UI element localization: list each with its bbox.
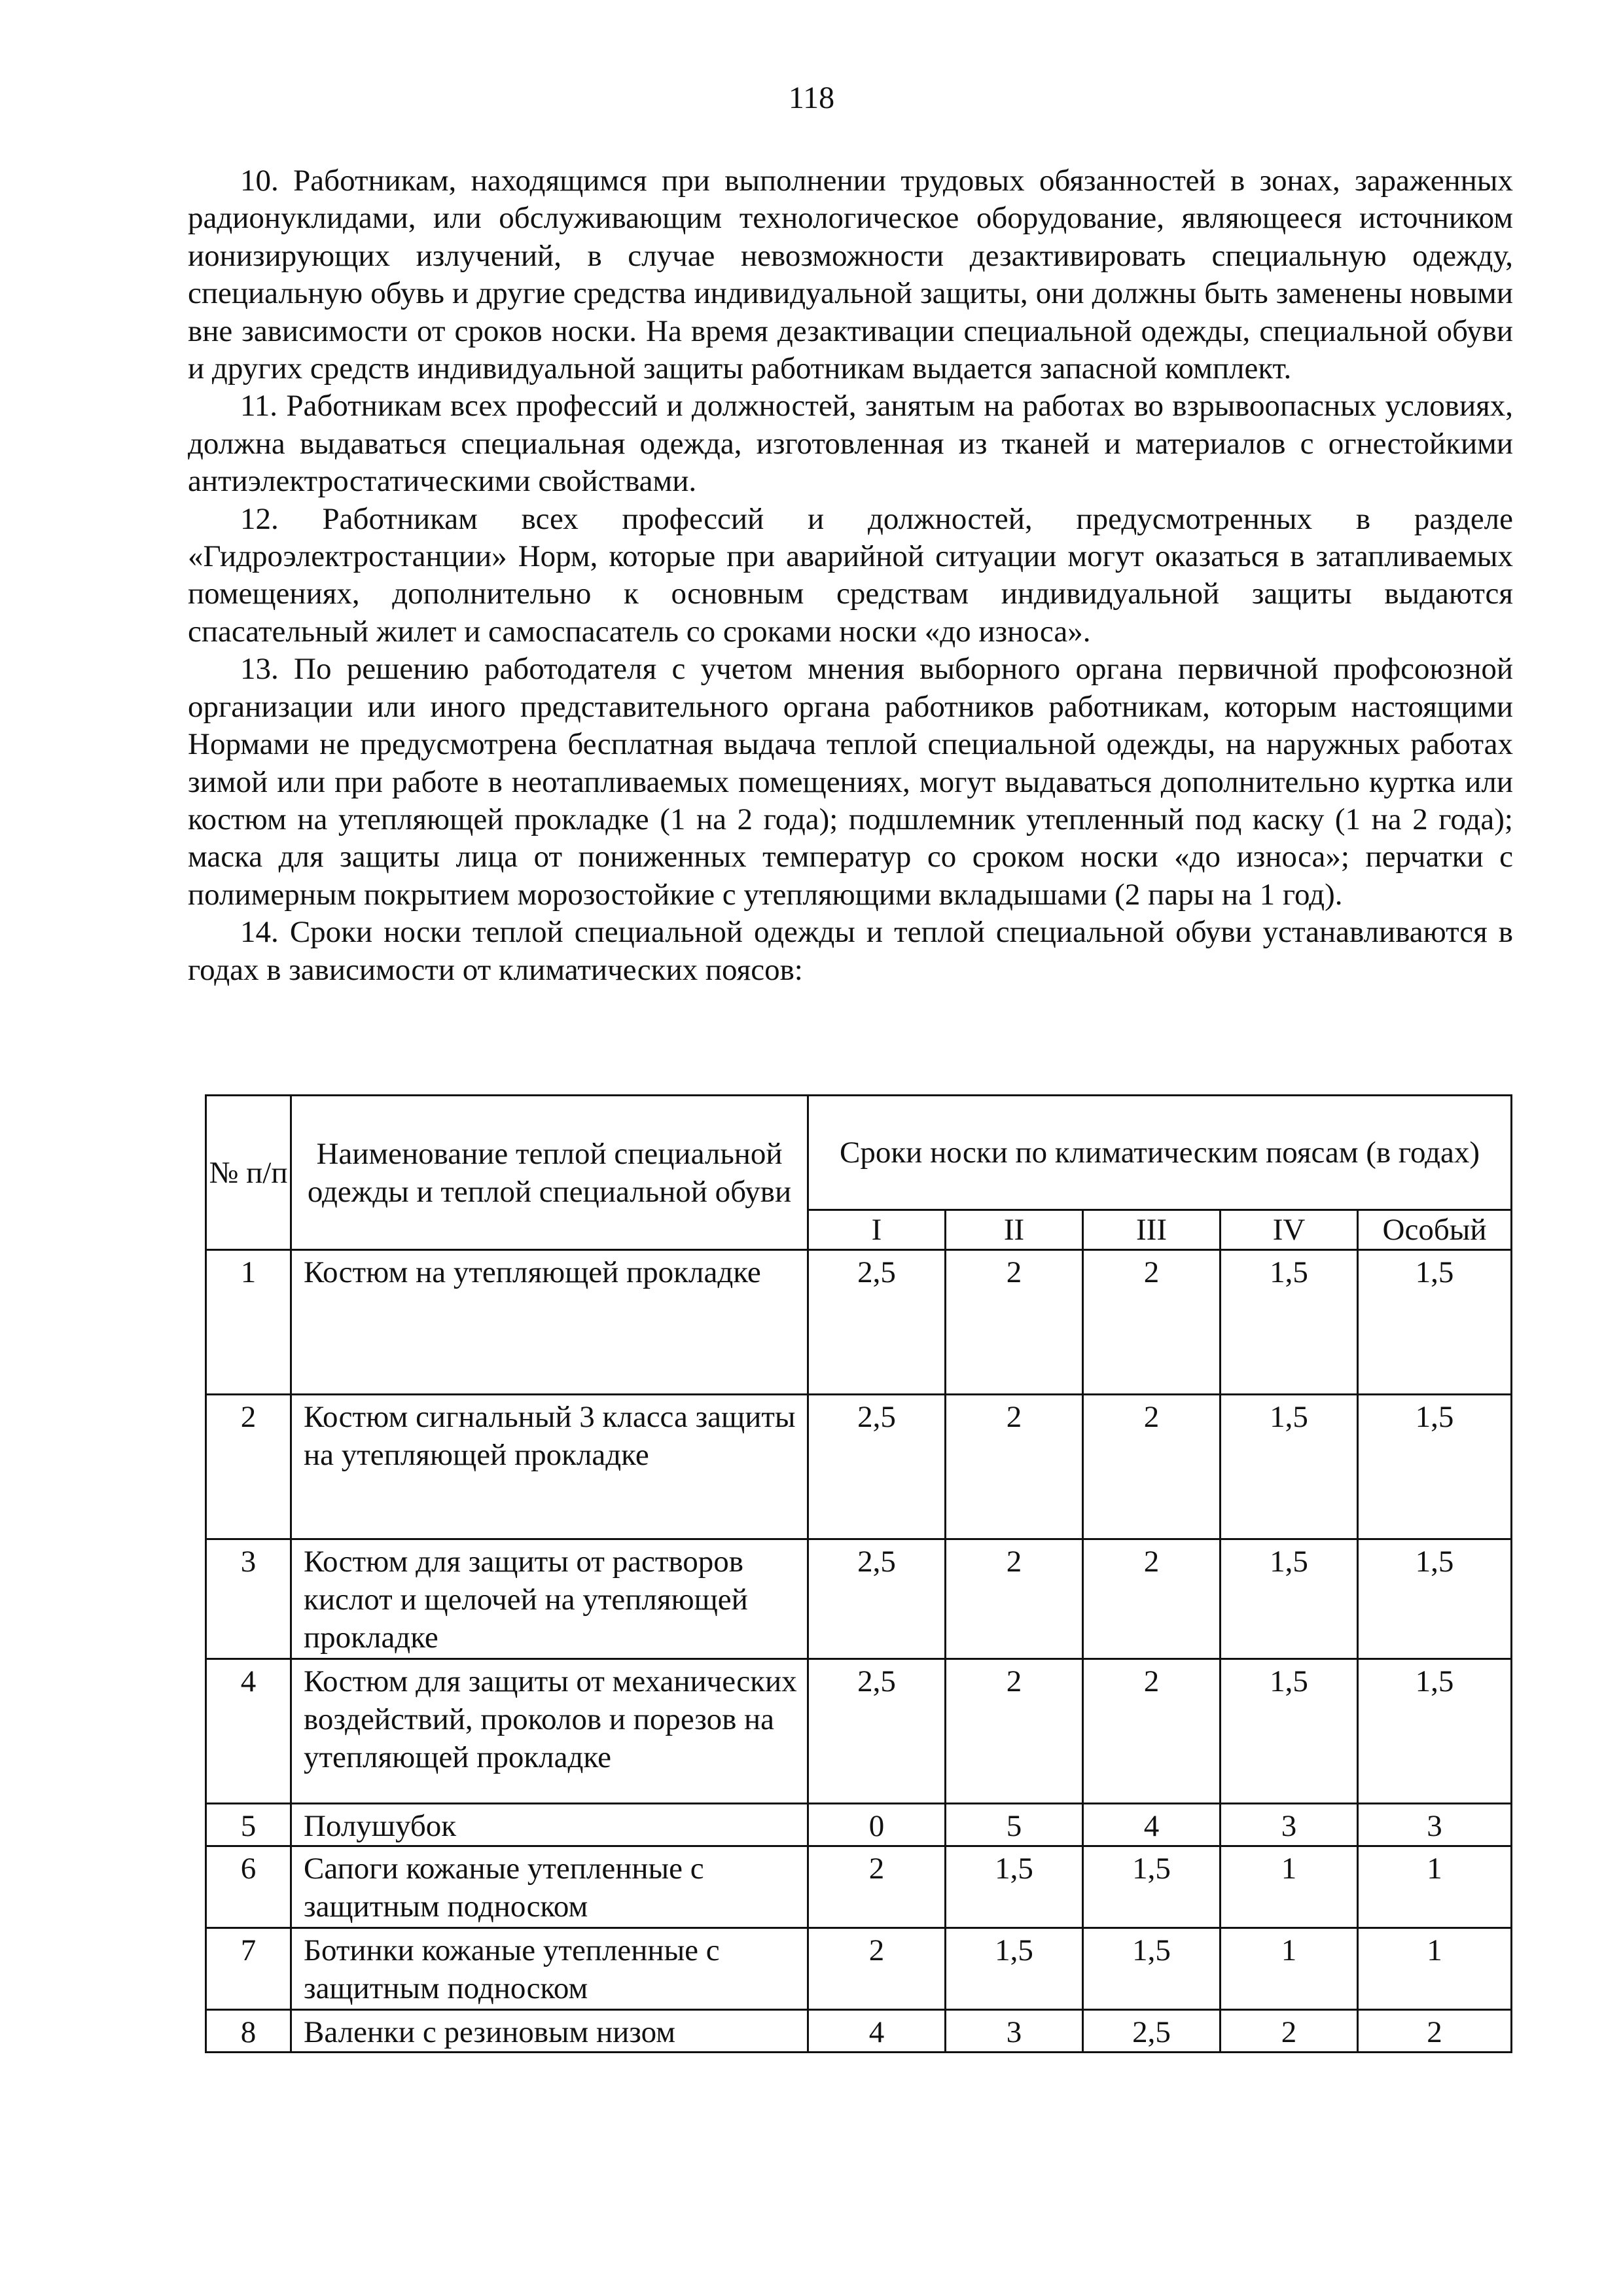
row-value-zone-1: 2: [808, 1928, 946, 2010]
table-header-row: [206, 1096, 1512, 1210]
row-num: 1: [206, 1250, 291, 1395]
header-zone-2: II: [946, 1210, 1083, 1250]
row-value-zone-special: 1: [1358, 1846, 1512, 1928]
row-value-zone-4: 1,5: [1221, 1395, 1358, 1539]
row-value-zone-special: 2: [1358, 2010, 1512, 2053]
row-value-zone-3: 2: [1083, 1659, 1221, 1804]
row-value-zone-3: 1,5: [1083, 1928, 1221, 2010]
row-value-zone-special: 1,5: [1358, 1395, 1512, 1539]
row-name: Ботинки кожаные утепленные с защитным подноском: [291, 1928, 808, 2010]
row-value-zone-2: 2: [946, 1250, 1083, 1395]
row-value-zone-1: 2: [808, 1846, 946, 1928]
row-value-zone-1: 2,5: [808, 1659, 946, 1804]
row-value-zone-3: 4: [1083, 1804, 1221, 1846]
row-name: Сапоги кожаные утепленные с защитным подноском: [291, 1846, 808, 1928]
row-value-zone-4: 1,5: [1221, 1250, 1358, 1395]
row-name: Костюм сигнальный 3 класса защиты на утепляющей прокладке: [291, 1395, 808, 1539]
paragraph-12: 12. Работникам всех профессий и должностей, предусмотренных в разделе «Гидроэлектростанции» Норм, которые при аварийной ситуации могут оказаться в затапливаемых помещениях, дополнительно к основным средствам индивидуальной защиты выдаются спасательный жилет и самоспасатель со сроками носки «до износа».: [188, 501, 1513, 649]
row-value-zone-3: 2: [1083, 1539, 1221, 1659]
row-value-zone-1: 2,5: [808, 1395, 946, 1539]
header-num: № п/п: [206, 1096, 291, 1250]
row-name: Валенки с резиновым низом: [291, 2010, 808, 2053]
row-value-zone-4: 1: [1221, 1928, 1358, 2010]
paragraph-14: 14. Сроки носки теплой специальной одежды и теплой специальной обуви устанавливаются в годах в зависимости от климатических поясов:: [188, 915, 1513, 987]
row-value-zone-2: 2: [946, 1539, 1083, 1659]
row-value-zone-4: 3: [1221, 1804, 1358, 1846]
row-num: 5: [206, 1804, 291, 1846]
row-value-zone-3: 2: [1083, 1395, 1221, 1539]
row-value-zone-1: 2,5: [808, 1250, 946, 1395]
row-value-zone-2: 1,5: [946, 1928, 1083, 2010]
table-row: [206, 1804, 1512, 1846]
row-name: Костюм на утепляющей прокладке: [291, 1250, 808, 1395]
row-value-zone-4: 2: [1221, 2010, 1358, 2053]
row-num: 8: [206, 2010, 291, 2053]
wear-periods-table: [205, 1094, 1512, 2053]
paragraph-13: 13. По решению работодателя с учетом мнения выборного органа первичной профсоюзной организации или иного представительного органа работников работникам, которым настоящими Нормами не предусмотрена бесплатная выдача теплой специальной одежды, на наружных работах зимой или при работе в неотапливаемых помещениях, могут выдаваться дополнительно куртка или костюм на утепляющей прокладке (1 на 2 года); подшлемник утепленный под каску (1 на 2 года); маска для защиты лица от пониженных температур со сроком носки «до износа»; перчатки с полимерным покрытием морозостойкие с утепляющими вкладышами (2 пары на 1 год).: [188, 652, 1513, 912]
table-row: [206, 2010, 1512, 2053]
row-num: 3: [206, 1539, 291, 1659]
table-row: [206, 1659, 1512, 1804]
header-name: Наименование теплой специальной одежды и теплой специальной обуви: [291, 1096, 808, 1250]
row-value-zone-3: 2: [1083, 1250, 1221, 1395]
row-num: 4: [206, 1659, 291, 1804]
paragraph-10: 10. Работникам, находящимся при выполнении трудовых обязанностей в зонах, зараженных радионуклидами, или обслуживающим технологическое оборудование, являющееся источником ионизирующих излучений, в случае невозможности дезактивировать специальную одежду, специальную обувь и другие средства индивидуальной защиты, они должны быть заменены новыми вне зависимости от сроков носки. На время дезактивации специальной одежды, специальной обуви и других средств индивидуальной защиты работникам выдается запасной комплект.: [188, 164, 1513, 386]
header-zone-4: IV: [1221, 1210, 1358, 1250]
row-value-zone-special: 1,5: [1358, 1250, 1512, 1395]
row-num: 6: [206, 1846, 291, 1928]
row-value-zone-special: 1: [1358, 1928, 1512, 2010]
row-value-zone-3: 1,5: [1083, 1846, 1221, 1928]
row-value-zone-1: 2,5: [808, 1539, 946, 1659]
table-row: [206, 1846, 1512, 1928]
row-value-zone-4: 1,5: [1221, 1659, 1358, 1804]
row-num: 2: [206, 1395, 291, 1539]
row-value-zone-2: 3: [946, 2010, 1083, 2053]
row-value-zone-1: 4: [808, 2010, 946, 2053]
table-row: [206, 1395, 1512, 1539]
row-value-zone-4: 1: [1221, 1846, 1358, 1928]
row-value-zone-4: 1,5: [1221, 1539, 1358, 1659]
row-name: Костюм для защиты от механических воздействий, проколов и порезов на утепляющей прокладке: [291, 1659, 808, 1804]
row-value-zone-3: 2,5: [1083, 2010, 1221, 2053]
row-value-zone-2: 2: [946, 1659, 1083, 1804]
body-text: [188, 162, 1513, 989]
table-row: [206, 1250, 1512, 1395]
wear-periods-table-container: [205, 1094, 1510, 2053]
header-zone-special: Особый: [1358, 1210, 1512, 1250]
row-value-zone-1: 0: [808, 1804, 946, 1846]
paragraph-11: 11. Работникам всех профессий и должностей, занятым на работах во взрывоопасных условиях, должна выдаваться специальная одежда, изготовленная из тканей и материалов с огнестойкими антиэлектростатическими свойствами.: [188, 389, 1513, 499]
row-num: 7: [206, 1928, 291, 2010]
row-value-zone-special: 1,5: [1358, 1539, 1512, 1659]
header-zone-3: III: [1083, 1210, 1221, 1250]
page-number: 118: [788, 81, 835, 115]
row-value-zone-2: 1,5: [946, 1846, 1083, 1928]
table-row: [206, 1928, 1512, 2010]
header-zones-title: Сроки носки по климатическим поясам (в годах): [808, 1096, 1512, 1210]
header-zone-1: I: [808, 1210, 946, 1250]
row-name: Костюм для защиты от растворов кислот и щелочей на утепляющей прокладке: [291, 1539, 808, 1659]
row-value-zone-special: 1,5: [1358, 1659, 1512, 1804]
table-row: [206, 1539, 1512, 1659]
row-value-zone-2: 5: [946, 1804, 1083, 1846]
row-name: Полушубок: [291, 1804, 808, 1846]
row-value-zone-2: 2: [946, 1395, 1083, 1539]
row-value-zone-special: 3: [1358, 1804, 1512, 1846]
